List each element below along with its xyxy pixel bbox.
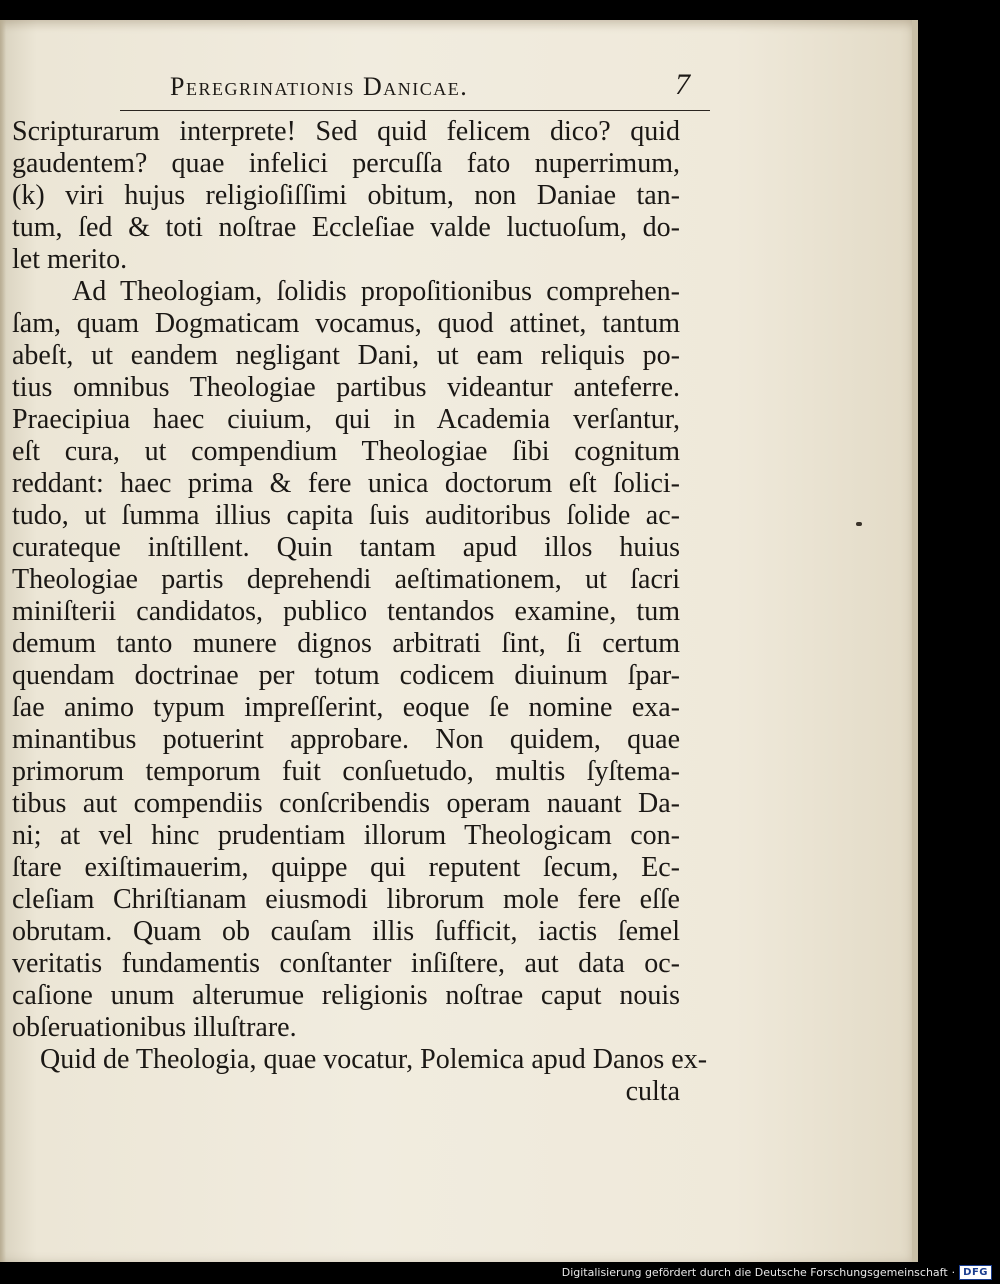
text-line: tum, ſed & toti noſtrae Eccleſiae valde luctuoſum, do-: [12, 212, 680, 243]
text-line: (k) viri hujus religioſiſſimi obitum, non Daniae tan-: [12, 180, 680, 211]
text-line: Praecipiua haec ciuium, qui in Academia verſantur,: [12, 404, 680, 435]
text-line: ſtare exiſtimauerim, quippe qui reputent ſecum, Ec-: [12, 852, 680, 883]
text-line: eſt cura, ut compendium Theologiae ſibi cognitum: [12, 436, 680, 467]
body-text: [12, 116, 708, 1108]
text-line: obrutam. Quam ob cauſam illis ſufficit, iactis ſemel: [12, 916, 680, 947]
text-line: abeſt, ut eandem negligant Dani, ut eam reliquis po-: [12, 340, 680, 371]
credit-text: Digitalisierung gefördert durch die Deutsche Forschungsgemeinschaft: [561, 1266, 948, 1279]
text-line: Ad Theologiam, ſolidis propoſitionibus comprehen-: [72, 276, 680, 307]
text-line: Scripturarum interprete! Sed quid felicem dico? quid: [12, 116, 680, 147]
text-line: veritatis fundamentis conſtanter inſiſtere, aut data oc-: [12, 948, 680, 979]
text-line: Theologiae partis deprehendi aeſtimationem, ut ſacri: [12, 564, 680, 595]
page-header: [170, 68, 690, 108]
text-line: minantibus potuerint approbare. Non quidem, quae: [12, 724, 680, 755]
text-line: primorum temporum fuit conſuetudo, multis ſyſtema-: [12, 756, 680, 787]
text-line: miniſterii candidatos, publico tentandos examine, tum: [12, 596, 680, 627]
text-line: obſeruationibus illuſtrare.: [12, 1012, 297, 1043]
text-line: cleſiam Chriſtianam eiusmodi librorum mole fere eſſe: [12, 884, 680, 915]
text-line: let merito.: [12, 244, 128, 275]
text-line: ſam, quam Dogmaticam vocamus, quod attinet, tantum: [12, 308, 680, 339]
text-line: gaudentem? quae infelici percuſſa fato nuperrimum,: [12, 148, 680, 179]
text-line: tibus aut compendiis conſcribendis operam nauant Da-: [12, 788, 680, 819]
text-line: ni; at vel hinc prudentiam illorum Theologicam con-: [12, 820, 680, 851]
dfg-logo-icon: DFG: [959, 1265, 992, 1280]
digitization-credit: [562, 1265, 992, 1280]
text-line: ſae animo typum impreſſerint, eoque ſe nomine exa-: [12, 692, 680, 723]
text-line: quendam doctrinae per totum codicem diuinum ſpar-: [12, 660, 680, 691]
text-line: reddant: haec prima & fere unica doctorum eſt ſolici-: [12, 468, 680, 499]
book-page: [0, 20, 918, 1262]
catchword-line: [12, 1076, 680, 1108]
page-number: 7: [675, 68, 690, 101]
catchword: culta: [625, 1076, 680, 1107]
text-line: Quid de Theologia, quae vocatur, Polemica apud Danos ex-: [40, 1044, 708, 1075]
text-line: caſione unum alterumue religionis noſtrae caput nouis: [12, 980, 680, 1011]
running-head: Peregrinationis Danicae.: [170, 72, 469, 101]
header-rule: [120, 110, 710, 111]
text-line: demum tanto munere dignos arbitrati ſint, ſi certum: [12, 628, 680, 659]
text-line: tius omnibus Theologiae partibus videantur anteferre.: [12, 372, 680, 403]
paper-speck: [856, 522, 862, 526]
credit-separator: ·: [951, 1266, 956, 1279]
text-line: curateque inſtillent. Quin tantam apud illos huius: [12, 532, 680, 563]
text-line: tudo, ut ſumma illius capita ſuis auditoribus ſolide ac-: [12, 500, 680, 531]
